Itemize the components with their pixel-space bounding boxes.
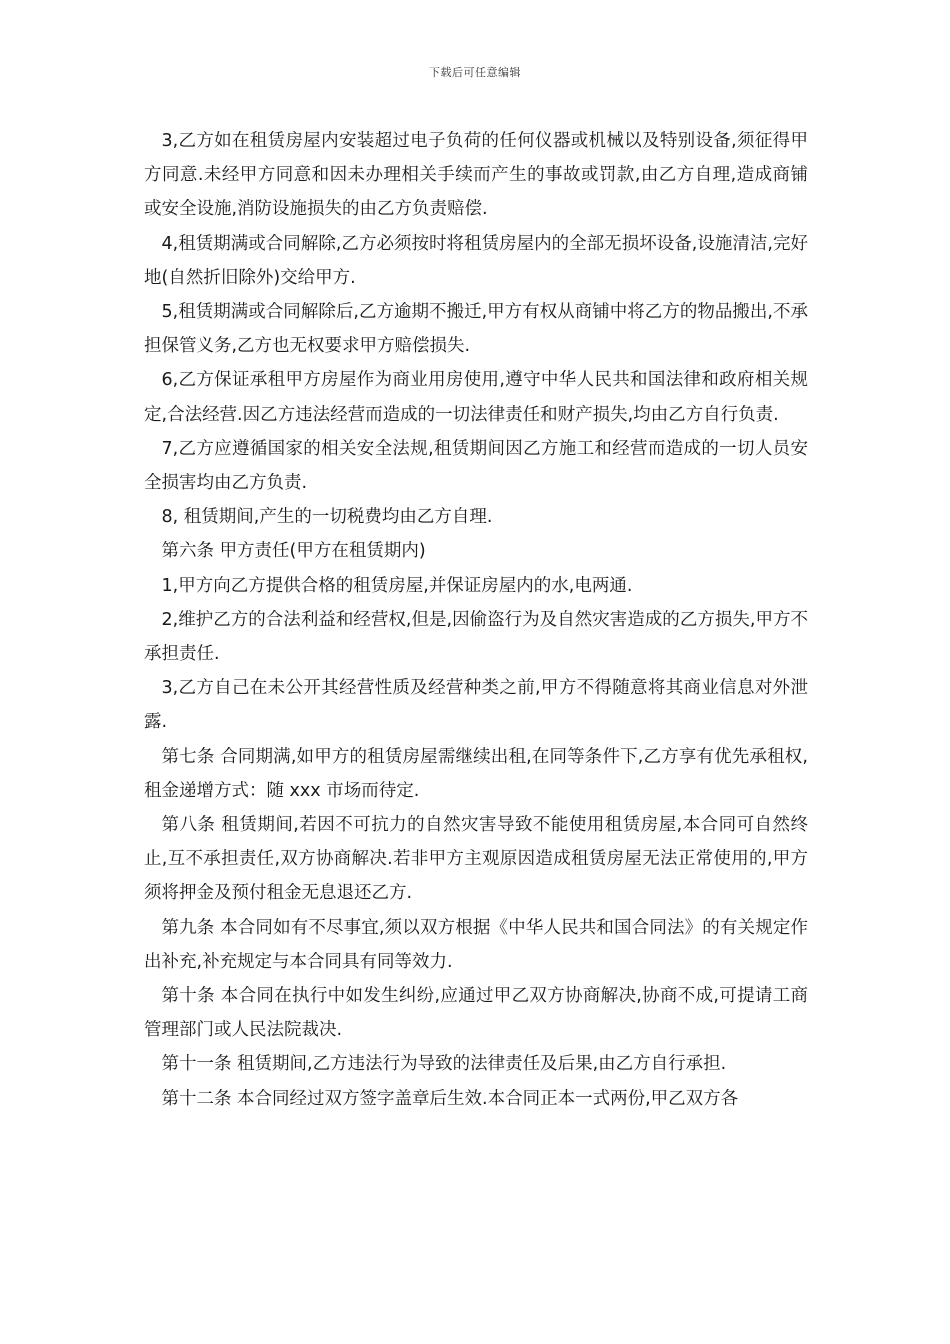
document-body [144,124,808,1116]
page-header-note: 下载后可任意编辑 [429,66,521,79]
article-6-heading: 第六条 甲方责任(甲方在租赁期内) [161,541,426,562]
clause-jia-1: 1,甲方向乙方提供合格的租赁房屋,并保证房屋内的水,电两通. [161,575,633,596]
article-9: 第九条 本合同如有不尽事宜,须以双方根据《中华人民共和国合同法》的有关规定作出补充,补充规定与本合同具有同等效力. [144,917,808,972]
article-11: 第十一条 租赁期间,乙方违法行为导致的法律责任及后果,由乙方自行承担. [161,1054,727,1075]
clause-jia-3: 3,乙方自己在未公开其经营性质及经营种类之前,甲方不得随意将其商业信息对外泄露. [144,678,808,733]
clause-yi-5: 5,租赁期满或合同解除后,乙方逾期不搬迁,甲方有权从商铺中将乙方的物品搬出,不承担保管义务,乙方也无权要求甲方赔偿损失. [144,302,808,357]
article-12: 第十二条 本合同经过双方签字盖章后生效.本合同正本一式两份,甲乙双方各 [161,1088,739,1109]
clause-yi-3: 3,乙方如在租赁房屋内安装超过电子负荷的任何仪器或机械以及特别设备,须征得甲方同意.未经甲方同意和因未办理相关手续而产生的事故或罚款,由乙方自理,造成商铺或安全设施,消防设施损失的由乙方负责赔偿. [144,131,808,220]
article-7: 第七条 合同期满,如甲方的租赁房屋需继续出租,在同等条件下,乙方享有优先承租权,租金递增方式：随 xxx 市场而待定. [144,746,808,801]
clause-yi-8: 8, 租赁期间,产生的一切税费均由乙方自理. [161,507,493,528]
article-10: 第十条 本合同在执行中如发生纠纷,应通过甲乙双方协商解决,协商不成,可提请工商管理部门或人民法院裁决. [144,986,808,1041]
clause-yi-7: 7,乙方应遵循国家的相关安全法规,租赁期间因乙方施工和经营而造成的一切人员安全损害均由乙方负责. [144,438,808,494]
clause-yi-6: 6,乙方保证承租甲方房屋作为商业用房使用,遵守中华人民共和国法律和政府相关规定,合法经营.因乙方违法经营而造成的一切法律责任和财产损失,均由乙方自行负责. [144,370,808,425]
clause-yi-4: 4,租赁期满或合同解除,乙方必须按时将租赁房屋内的全部无损坏设备,设施清洁,完好地(自然折旧除外)交给甲方. [144,233,808,288]
clause-jia-2: 2,维护乙方的合法利益和经营权,但是,因偷盗行为及自然灾害造成的乙方损失,甲方不承担责任. [144,609,808,665]
article-8: 第八条 租赁期间,若因不可抗力的自然灾害导致不能使用租赁房屋,本合同可自然终止,互不承担责任,双方协商解决.若非甲方主观原因造成租赁房屋无法正常使用的,甲方须将押金及预付租金无息退还乙方. [144,815,808,904]
